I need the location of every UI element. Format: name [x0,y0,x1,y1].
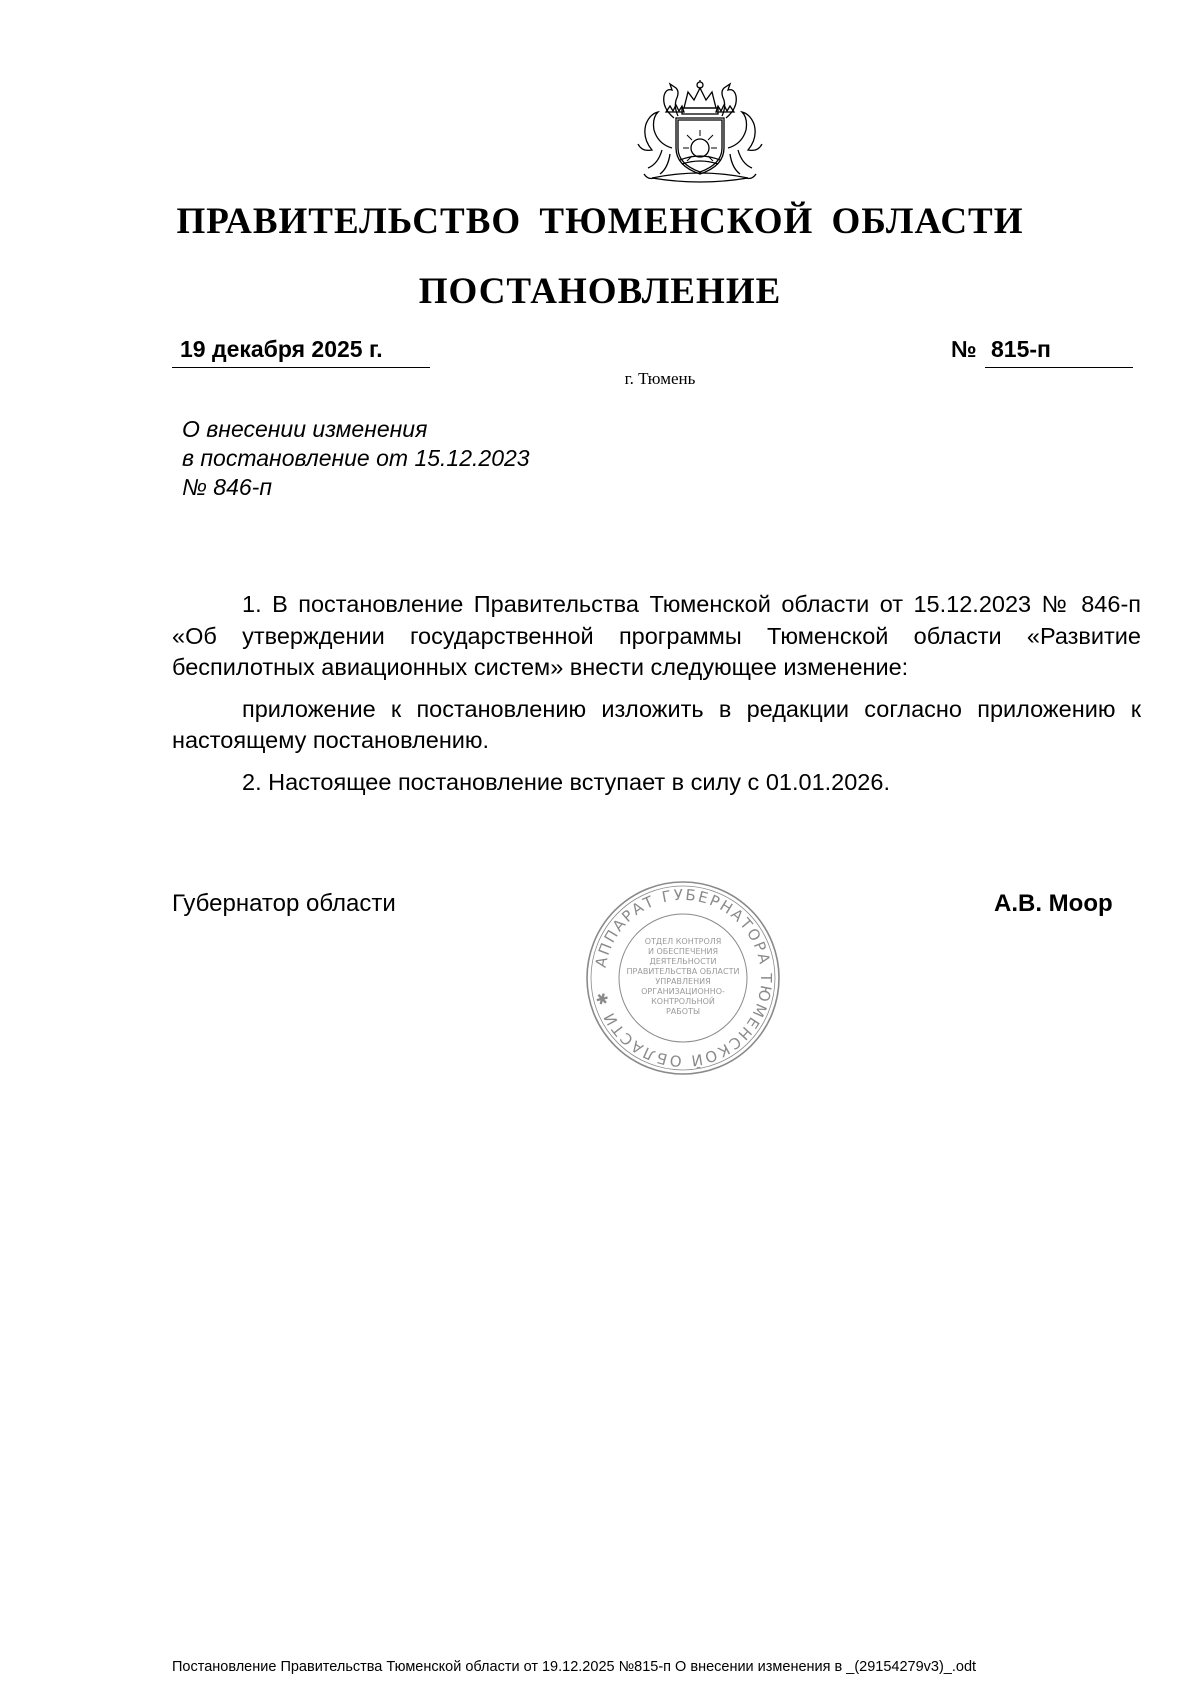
stamp-line: ОРГАНИЗАЦИОННО- [641,987,725,996]
subject-line: О внесении изменения [182,416,428,442]
signatory-role: Губернатор области [172,890,396,917]
document-type: ПОСТАНОВЛЕНИЕ [418,271,782,312]
stamp-line: ПРАВИТЕЛЬСТВА ОБЛАСТИ [626,967,740,976]
stamp-line: РАБОТЫ [665,1007,701,1016]
subject-line: в постановление от 15.12.2023 [182,445,530,471]
svg-text:АППАРАТ ГУБЕРНАТОРА ТЮМЕНСКОЙ: АППАРАТ ГУБЕРНАТОРА ТЮМЕНСКОЙ ОБЛАСТИ ✱ [591,885,776,1071]
coat-of-arms-icon [618,78,782,186]
signatory-name: А.В. Моор [994,890,1113,917]
footer-filename: Постановление Правительства Тюменской области от 19.12.2025 №815-п О внесении изменения в _(29154279v3)_.odt [172,1659,977,1675]
number-label: № [951,336,977,362]
stamp-line: ДЕЯТЕЛЬНОСТИ [649,957,717,966]
body-paragraph: 2. Настоящее постановление вступает в силу с 01.01.2026. [242,768,890,795]
stamp-line: УПРАВЛЕНИЯ [655,977,711,986]
document-date: 19 декабря 2025 г. [172,336,430,368]
round-seal-stamp-icon [583,878,783,1078]
city: г. Тюмень [624,369,696,388]
stamp-line: И ОБЕСПЕЧЕНИЯ [647,947,719,956]
document-body [172,589,1141,798]
document-number: 815-п [985,336,1133,368]
subject-line: № 846-п [182,474,272,500]
body-paragraph: 1. В постановление Правительства Тюменской области от 15.12.2023 № 846-п «Об утверждении государственной программы Тюменской области «Развитие беспилотных авиационных систем» внести следующее изменение: [172,591,1141,680]
body-paragraph: приложение к постановлению изложить в редакции согласно приложению к настоящему постановлению. [172,695,1141,753]
stamp-line: ОТДЕЛ КОНТРОЛЯ [644,937,722,946]
document-subject [182,415,642,502]
stamp-line: КОНТРОЛЬНОЙ [651,997,715,1006]
government-title: ПРАВИТЕЛЬСТВО ТЮМЕНСКОЙ ОБЛАСТИ [176,201,1024,242]
